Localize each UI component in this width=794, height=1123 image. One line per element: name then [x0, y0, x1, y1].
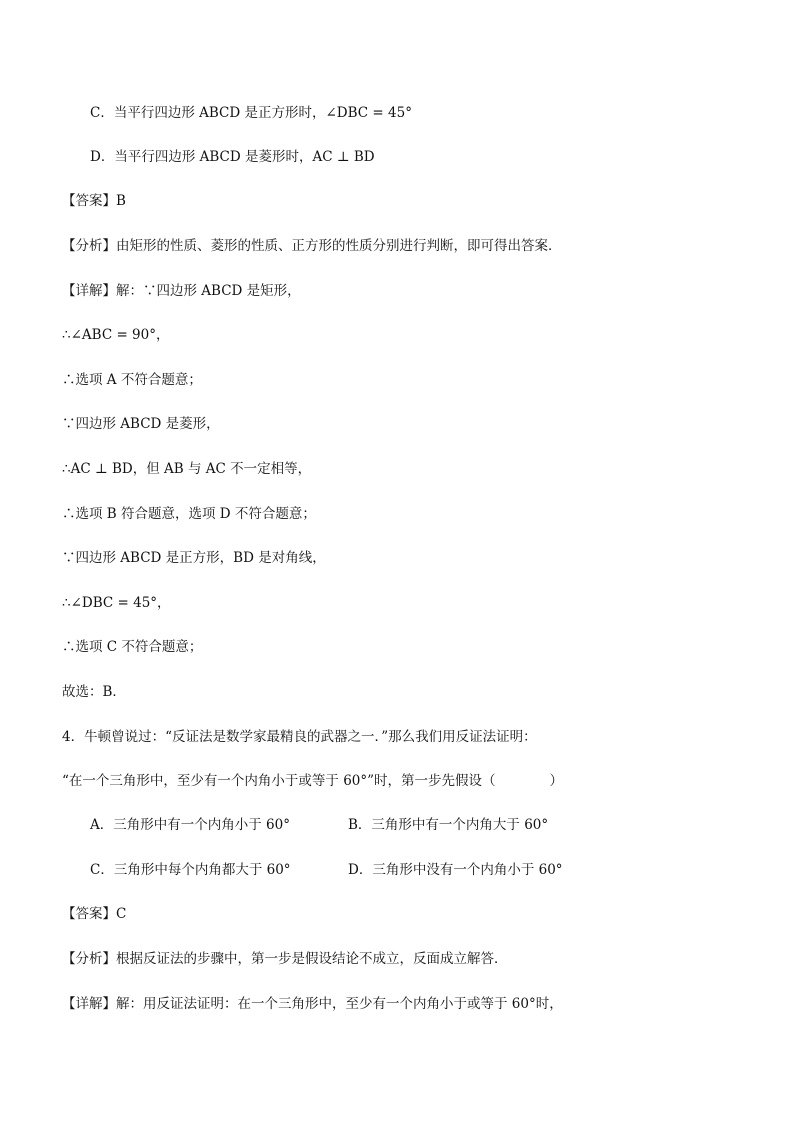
option-d-previous: D．当平行四边形 ABCD 是菱形时，AC ⊥ BD [90, 149, 375, 165]
question-4-option-b: B．三角形中有一个内角大于 60° [348, 817, 549, 833]
detail-3-line-10: 故选：B． [62, 684, 126, 700]
detail-3-line-3: ∴选项 A 不符合题意； [62, 372, 202, 388]
detail-3-line-4: ∵四边形 ABCD 是菱形， [62, 416, 220, 432]
analysis-3: 【分析】由矩形的性质、菱形的性质、正方形的性质分别进行判断，即可得出答案． [62, 238, 562, 254]
detail-3-line-2: ∴∠ABC = 90°， [62, 327, 170, 343]
answer-3: 【答案】B [62, 193, 126, 209]
option-c-previous: C．当平行四边形 ABCD 是正方形时，∠DBC = 45° [90, 105, 412, 121]
question-4-option-a: A．三角形中有一个内角小于 60° [90, 817, 290, 833]
question-4-option-c: C．三角形中每个内角都大于 60° [90, 862, 291, 878]
detail-3-line-8: ∴∠DBC = 45°， [62, 595, 171, 611]
question-4-option-d: D．三角形中没有一个内角小于 60° [348, 862, 563, 878]
detail-3-line-6: ∴选项 B 符合题意，选项 D 不符合题意； [62, 506, 316, 522]
detail-4-line-1: 【详解】解：用反证法证明：在一个三角形中，至少有一个内角小于或等于 60°时， [62, 996, 563, 1012]
detail-3-line-9: ∴选项 C 不符合题意； [62, 639, 203, 655]
detail-3-line-7: ∵四边形 ABCD 是正方形，BD 是对角线， [62, 550, 326, 566]
question-4-line-2: “在一个三角形中，至少有一个内角小于或等于 60°”时，第一步先假设（ ） [62, 773, 564, 789]
detail-3-line-1: 【详解】解：∵四边形 ABCD 是矩形， [62, 283, 301, 299]
analysis-4: 【分析】根据反证法的步骤中，第一步是假设结论不成立，反面成立解答． [62, 951, 508, 967]
detail-3-line-5: ∴AC ⊥ BD，但 AB 与 AC 不一定相等， [62, 461, 312, 477]
answer-4: 【答案】C [62, 906, 127, 922]
question-4-line-1: 4．牛顿曾说过：“反证法是数学家最精良的武器之一．”那么我们用反证法证明： [62, 729, 537, 745]
